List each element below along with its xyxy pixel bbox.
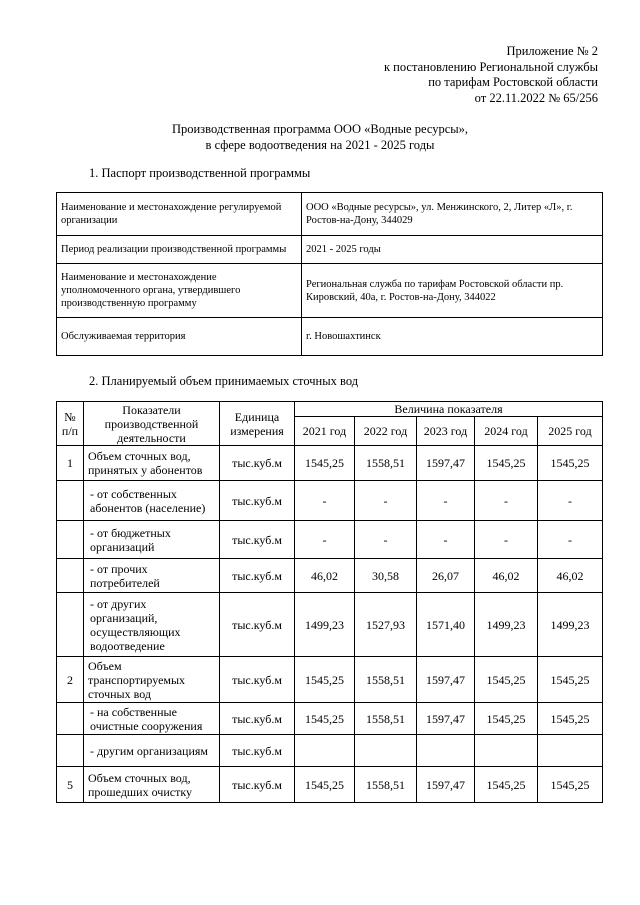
approval-line: от 22.11.2022 № 65/256 bbox=[474, 90, 598, 105]
table-row bbox=[57, 593, 603, 657]
row-value: - bbox=[538, 521, 603, 559]
header-unit: Единица измерения bbox=[220, 402, 295, 446]
header-indicator: Показатели производственной деятельности bbox=[84, 402, 220, 446]
row-value: - bbox=[475, 481, 538, 521]
row-name: - от других организаций, осуществляющих водоотведение bbox=[84, 593, 220, 657]
row-name: - другим организациям bbox=[84, 735, 220, 767]
header-value-group: Величина показателя bbox=[295, 402, 603, 417]
passport-label: Обслуживаемая территория bbox=[57, 318, 302, 356]
row-value bbox=[417, 735, 475, 767]
row-value: 1545,25 bbox=[295, 657, 355, 703]
row-num bbox=[57, 521, 84, 559]
row-value: 1545,25 bbox=[475, 446, 538, 481]
row-value: - bbox=[417, 521, 475, 559]
passport-value: г. Новошахтинск bbox=[302, 318, 603, 356]
volume-table bbox=[56, 401, 603, 803]
row-unit: тыс.куб.м bbox=[220, 446, 295, 481]
row-value: - bbox=[355, 521, 417, 559]
title-line: Производственная программа ООО «Водные ресурсы», bbox=[171, 122, 469, 136]
row-value: 1545,25 bbox=[475, 657, 538, 703]
table-row bbox=[57, 446, 603, 481]
table-header-row bbox=[57, 402, 603, 417]
approval-line: Приложение № 2 bbox=[506, 44, 598, 58]
row-unit: тыс.куб.м bbox=[220, 593, 295, 657]
row-name: - от бюджетных организаций bbox=[84, 521, 220, 559]
row-value bbox=[538, 735, 603, 767]
approval-block bbox=[384, 44, 598, 106]
row-value: 1558,51 bbox=[355, 446, 417, 481]
row-value: 1499,23 bbox=[475, 593, 538, 657]
row-value: 1558,51 bbox=[355, 703, 417, 735]
row-value bbox=[475, 735, 538, 767]
row-value: 1527,93 bbox=[355, 593, 417, 657]
table-row bbox=[57, 657, 603, 703]
row-name: Объем сточных вод, принятых у абонентов bbox=[84, 446, 220, 481]
row-value: 1499,23 bbox=[538, 593, 603, 657]
approval-line: по тарифам Ростовской области bbox=[428, 75, 598, 89]
header-year: 2022 год bbox=[355, 417, 417, 446]
header-num: № п/п bbox=[57, 402, 84, 446]
passport-label: Наименование и местонахождение уполномоченного органа, утвердившего производственную программу bbox=[57, 264, 302, 318]
row-num bbox=[57, 703, 84, 735]
row-unit: тыс.куб.м bbox=[220, 559, 295, 593]
passport-value: Региональная служба по тарифам Ростовской области пр. Кировский, 40а, г. Ростов-на-Дону, 344022 bbox=[302, 264, 603, 318]
title-line: в сфере водоотведения на 2021 - 2025 годы bbox=[205, 138, 435, 152]
row-num: 1 bbox=[57, 446, 84, 481]
row-num bbox=[57, 735, 84, 767]
row-value: 1545,25 bbox=[538, 703, 603, 735]
row-value: 1597,47 bbox=[417, 767, 475, 803]
section-1-heading: 1. Паспорт производственной программы bbox=[89, 166, 311, 180]
table-row bbox=[57, 318, 603, 356]
row-value: - bbox=[295, 521, 355, 559]
row-unit: тыс.куб.м bbox=[220, 703, 295, 735]
row-value: 1545,25 bbox=[295, 767, 355, 803]
table-row bbox=[57, 559, 603, 593]
row-value bbox=[295, 735, 355, 767]
row-value: - bbox=[475, 521, 538, 559]
row-value: 26,07 bbox=[417, 559, 475, 593]
header-year: 2024 год bbox=[475, 417, 538, 446]
row-value: 1597,47 bbox=[417, 657, 475, 703]
row-name: - от прочих потребителей bbox=[84, 559, 220, 593]
passport-label: Период реализации производственной программы bbox=[57, 236, 302, 264]
table-row bbox=[57, 264, 603, 318]
row-value: 1545,25 bbox=[538, 446, 603, 481]
header-year: 2021 год bbox=[295, 417, 355, 446]
header-year: 2023 год bbox=[417, 417, 475, 446]
row-value: 1545,25 bbox=[538, 657, 603, 703]
row-unit: тыс.куб.м bbox=[220, 481, 295, 521]
row-value: 1545,25 bbox=[475, 767, 538, 803]
row-value: 1597,47 bbox=[417, 446, 475, 481]
passport-table bbox=[56, 192, 603, 356]
row-value: - bbox=[417, 481, 475, 521]
passport-value: 2021 - 2025 годы bbox=[302, 236, 603, 264]
row-value: - bbox=[538, 481, 603, 521]
row-num bbox=[57, 593, 84, 657]
row-num bbox=[57, 481, 84, 521]
row-name: Объем сточных вод, прошедших очистку bbox=[84, 767, 220, 803]
row-value: 1597,47 bbox=[417, 703, 475, 735]
table-row bbox=[57, 735, 603, 767]
passport-value: ООО «Водные ресурсы», ул. Менжинского, 2, Литер «Л», г. Ростов-на-Дону, 344029 bbox=[302, 193, 603, 236]
row-value: - bbox=[295, 481, 355, 521]
row-value bbox=[355, 735, 417, 767]
row-value: 1571,40 bbox=[417, 593, 475, 657]
row-value: 30,58 bbox=[355, 559, 417, 593]
row-num bbox=[57, 559, 84, 593]
row-unit: тыс.куб.м bbox=[220, 521, 295, 559]
table-row bbox=[57, 767, 603, 803]
row-value: 1545,25 bbox=[295, 703, 355, 735]
row-value: 46,02 bbox=[475, 559, 538, 593]
row-unit: тыс.куб.м bbox=[220, 767, 295, 803]
row-name: - на собственные очистные сооружения bbox=[84, 703, 220, 735]
table-row bbox=[57, 193, 603, 236]
section-2-heading: 2. Планируемый объем принимаемых сточных вод bbox=[89, 374, 359, 388]
row-unit: тыс.куб.м bbox=[220, 657, 295, 703]
row-value: 1545,25 bbox=[538, 767, 603, 803]
row-value: 46,02 bbox=[538, 559, 603, 593]
row-value: 1499,23 bbox=[295, 593, 355, 657]
passport-label: Наименование и местонахождение регулируемой организации bbox=[57, 193, 302, 236]
row-unit: тыс.куб.м bbox=[220, 735, 295, 767]
row-value: 1558,51 bbox=[355, 767, 417, 803]
header-year: 2025 год bbox=[538, 417, 603, 446]
row-name: - от собственных абонентов (население) bbox=[84, 481, 220, 521]
row-value: - bbox=[355, 481, 417, 521]
document-title bbox=[0, 121, 640, 153]
table-row bbox=[57, 521, 603, 559]
row-name: Объем транспортируемых сточных вод bbox=[84, 657, 220, 703]
row-num: 2 bbox=[57, 657, 84, 703]
table-row bbox=[57, 236, 603, 264]
row-num: 5 bbox=[57, 767, 84, 803]
table-row bbox=[57, 481, 603, 521]
row-value: 1545,25 bbox=[295, 446, 355, 481]
row-value: 1545,25 bbox=[475, 703, 538, 735]
row-value: 1558,51 bbox=[355, 657, 417, 703]
table-row bbox=[57, 703, 603, 735]
approval-line: к постановлению Региональной службы bbox=[383, 59, 598, 74]
row-value: 46,02 bbox=[295, 559, 355, 593]
